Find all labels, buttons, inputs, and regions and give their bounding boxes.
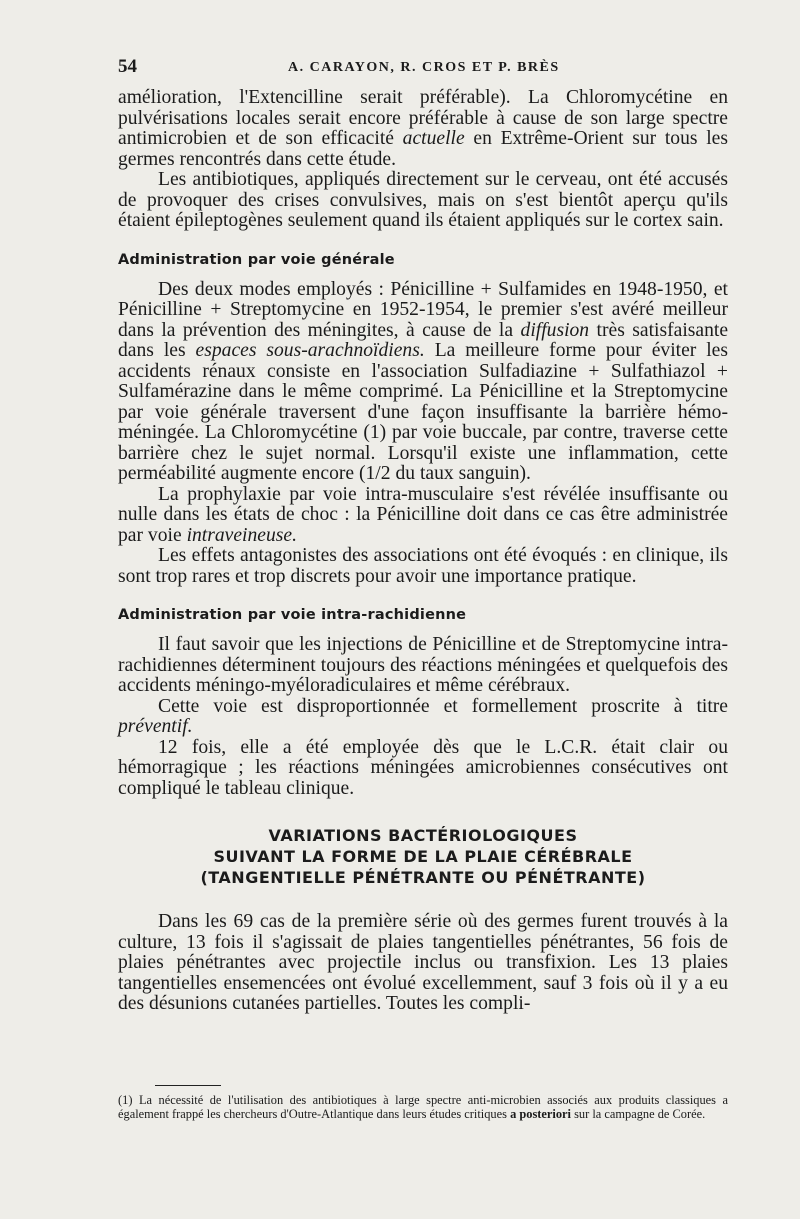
section-title: VARIATIONS BACTÉRIOLOGIQUES SUIVANT LA FORME DE LA PLAIE CÉRÉBRALE (TANGENTIELLE PÉNÉTRANTE OU PÉNÉTRANTE) xyxy=(200,826,646,887)
paragraph: Il faut savoir que les injections de Pénicilline et de Streptomycine intra-rachidiennes déterminent toujours des réactions méningées et quelquefois des accidents méningo-myéloradiculaires et même cérébraux. xyxy=(118,634,728,696)
body-text xyxy=(118,88,728,1015)
paragraph: Les effets antagonistes des associations ont été évoqués : en clinique, ils sont trop rares et trop discrets pour avoir une importance pratique. xyxy=(118,545,728,587)
paragraph: Cette voie est disproportionnée et formellement proscrite à titre préventif. xyxy=(118,695,728,737)
paragraph: 12 fois, elle a été employée dès que le L.C.R. était clair ou hémorragique ; les réactions méningées amicrobiennes consécutives ont compliqué le tableau clinique. xyxy=(118,736,728,799)
subheading: Administration par voie générale xyxy=(118,251,395,268)
footnote: (1) La nécessité de l'utilisation des antibiotiques à large spectre anti-microbien associés aux produits classiques a également frappé les chercheurs d'Outre-Atlantique dans leurs études critiques a posteriori sur la campagne de Corée. xyxy=(118,1093,728,1121)
paragraph: La prophylaxie par voie intra-musculaire s'est révélée insuffisante ou nulle dans les états de choc : la Pénicilline doit dans ce cas être administrée par voie intraveineuse. xyxy=(118,483,728,546)
paragraph: amélioration, l'Extencilline serait préférable). La Chloromycétine en pulvérisations locales serait encore préférable à cause de son large spectre antimicrobien et de son efficacité actuelle en Extrême-Orient sur tous les germes rencontrés dans cette étude. xyxy=(118,87,728,170)
paragraph: Les antibiotiques, appliqués directement sur le cerveau, ont été accusés de provoquer des crises convulsives, mais on s'est bientôt aperçu qu'ils étaient épileptogènes seulement quand ils étaient appliqués sur le cortex sain. xyxy=(118,169,728,231)
paragraph: Dans les 69 cas de la première série où des germes furent trouvés à la culture, 13 fois il s'agissait de plaies tangentielles pénétrantes, 56 fois de plaies pénétrantes avec projectile inclus ou transfixion. Les 13 plaies tangentielles ensemencées ont évolué excellemment, sauf 3 fois où il y a eu des désunions cutanées partielles. Toutes les compli- xyxy=(118,911,728,1014)
paragraph: Des deux modes employés : Pénicilline + Sulfamides en 1948-1950, et Pénicilline + Streptomycine en 1952-1954, le premier s'est avéré meilleur dans la prévention des méningites, à cause de la diffusion très satisfaisante dans les espaces sous-arachnoïdiens. La meilleure forme pour éviter les accidents rénaux consiste en l'association Sulfadiazine + Sulfathiazol + Sulfamérazine dans le même comprimé. La Pénicilline et la Streptomycine par voie générale traversent d'une façon insuffisante la barrière hémo-méningée. La Chloromycétine (1) par voie buccale, par contre, traverse cette barrière chez le sujet normal. Lorsqu'il existe une inflammation, cette perméabilité augmente encore (1/2 du taux sanguin). xyxy=(118,278,729,484)
page-number: 54 xyxy=(118,56,137,77)
page-header xyxy=(118,56,728,82)
footnote-rule xyxy=(155,1085,221,1086)
running-title: A. CARAYON, R. CROS ET P. BRÈS xyxy=(288,60,560,75)
subheading: Administration par voie intra-rachidienne xyxy=(118,607,467,623)
